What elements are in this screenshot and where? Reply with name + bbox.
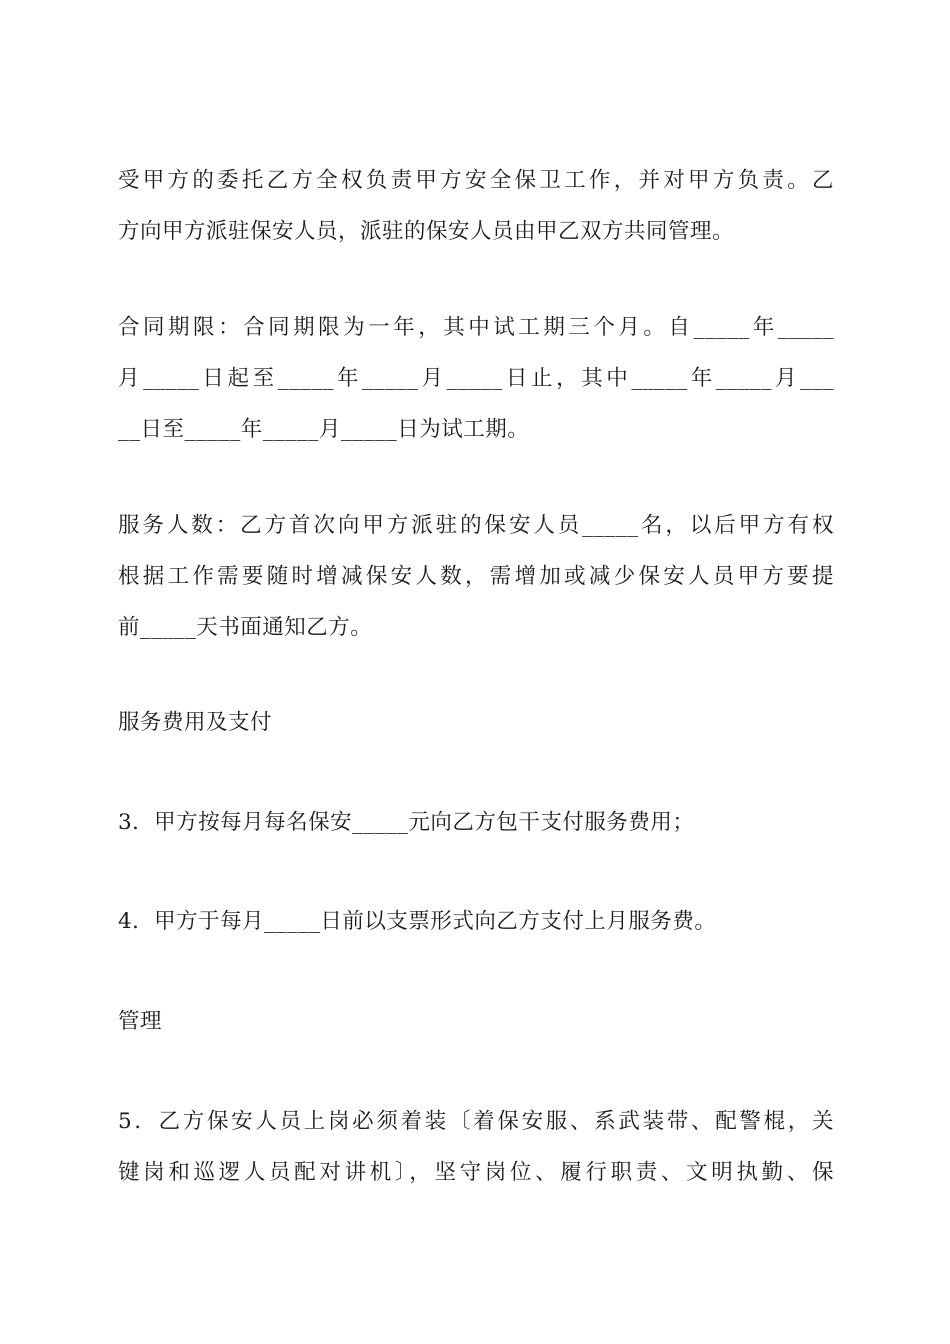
section-heading-manage — [118, 1005, 834, 1039]
list-item-4 — [118, 905, 834, 939]
text-line: 根据工作需要随时增减保安人数，需增加或减少保安人员甲方要提 — [118, 564, 834, 589]
text-line: 4．甲方于每月_____日前以支票形式向乙方支付上月服务费。 — [118, 909, 717, 934]
text-line: 5．乙方保安人员上岗必须着装〔着保安服、系武装带、配警棍，关 — [118, 1109, 834, 1134]
heading-text: 管理 — [118, 1009, 163, 1034]
list-item-5 — [118, 1105, 834, 1190]
paragraph-staff — [118, 509, 834, 645]
text-line: 前_____天书面通知乙方。 — [118, 615, 373, 640]
paragraph-term — [118, 311, 834, 447]
heading-text: 服务费用及支付 — [118, 710, 273, 735]
text-line: 受甲方的委托乙方全权负责甲方安全保卫工作，并对甲方负责。乙 — [118, 168, 834, 193]
paragraph-entrust — [118, 164, 834, 249]
text-line: 月_____日起至_____年_____月_____日止，其中_____年_____月___ — [118, 366, 834, 391]
list-item-3 — [118, 806, 834, 840]
text-line: 方向甲方派驻保安人员，派驻的保安人员由甲乙双方共同管理。 — [118, 219, 735, 244]
text-line: 键岗和巡逻人员配对讲机〕，坚守岗位、履行职责、文明执勤、保 — [118, 1160, 834, 1185]
text-line: 3．甲方按每月每名保安_____元向乙方包干支付服务费用； — [118, 810, 695, 835]
text-line: 服务人数：乙方首次向甲方派驻的保安人员_____名，以后甲方有权 — [118, 513, 834, 538]
text-line: 合同期限：合同期限为一年，其中试工期三个月。自_____年_____ — [118, 315, 834, 340]
section-heading-fee — [118, 706, 834, 740]
text-line: __日至_____年_____月_____日为试工期。 — [118, 417, 530, 442]
